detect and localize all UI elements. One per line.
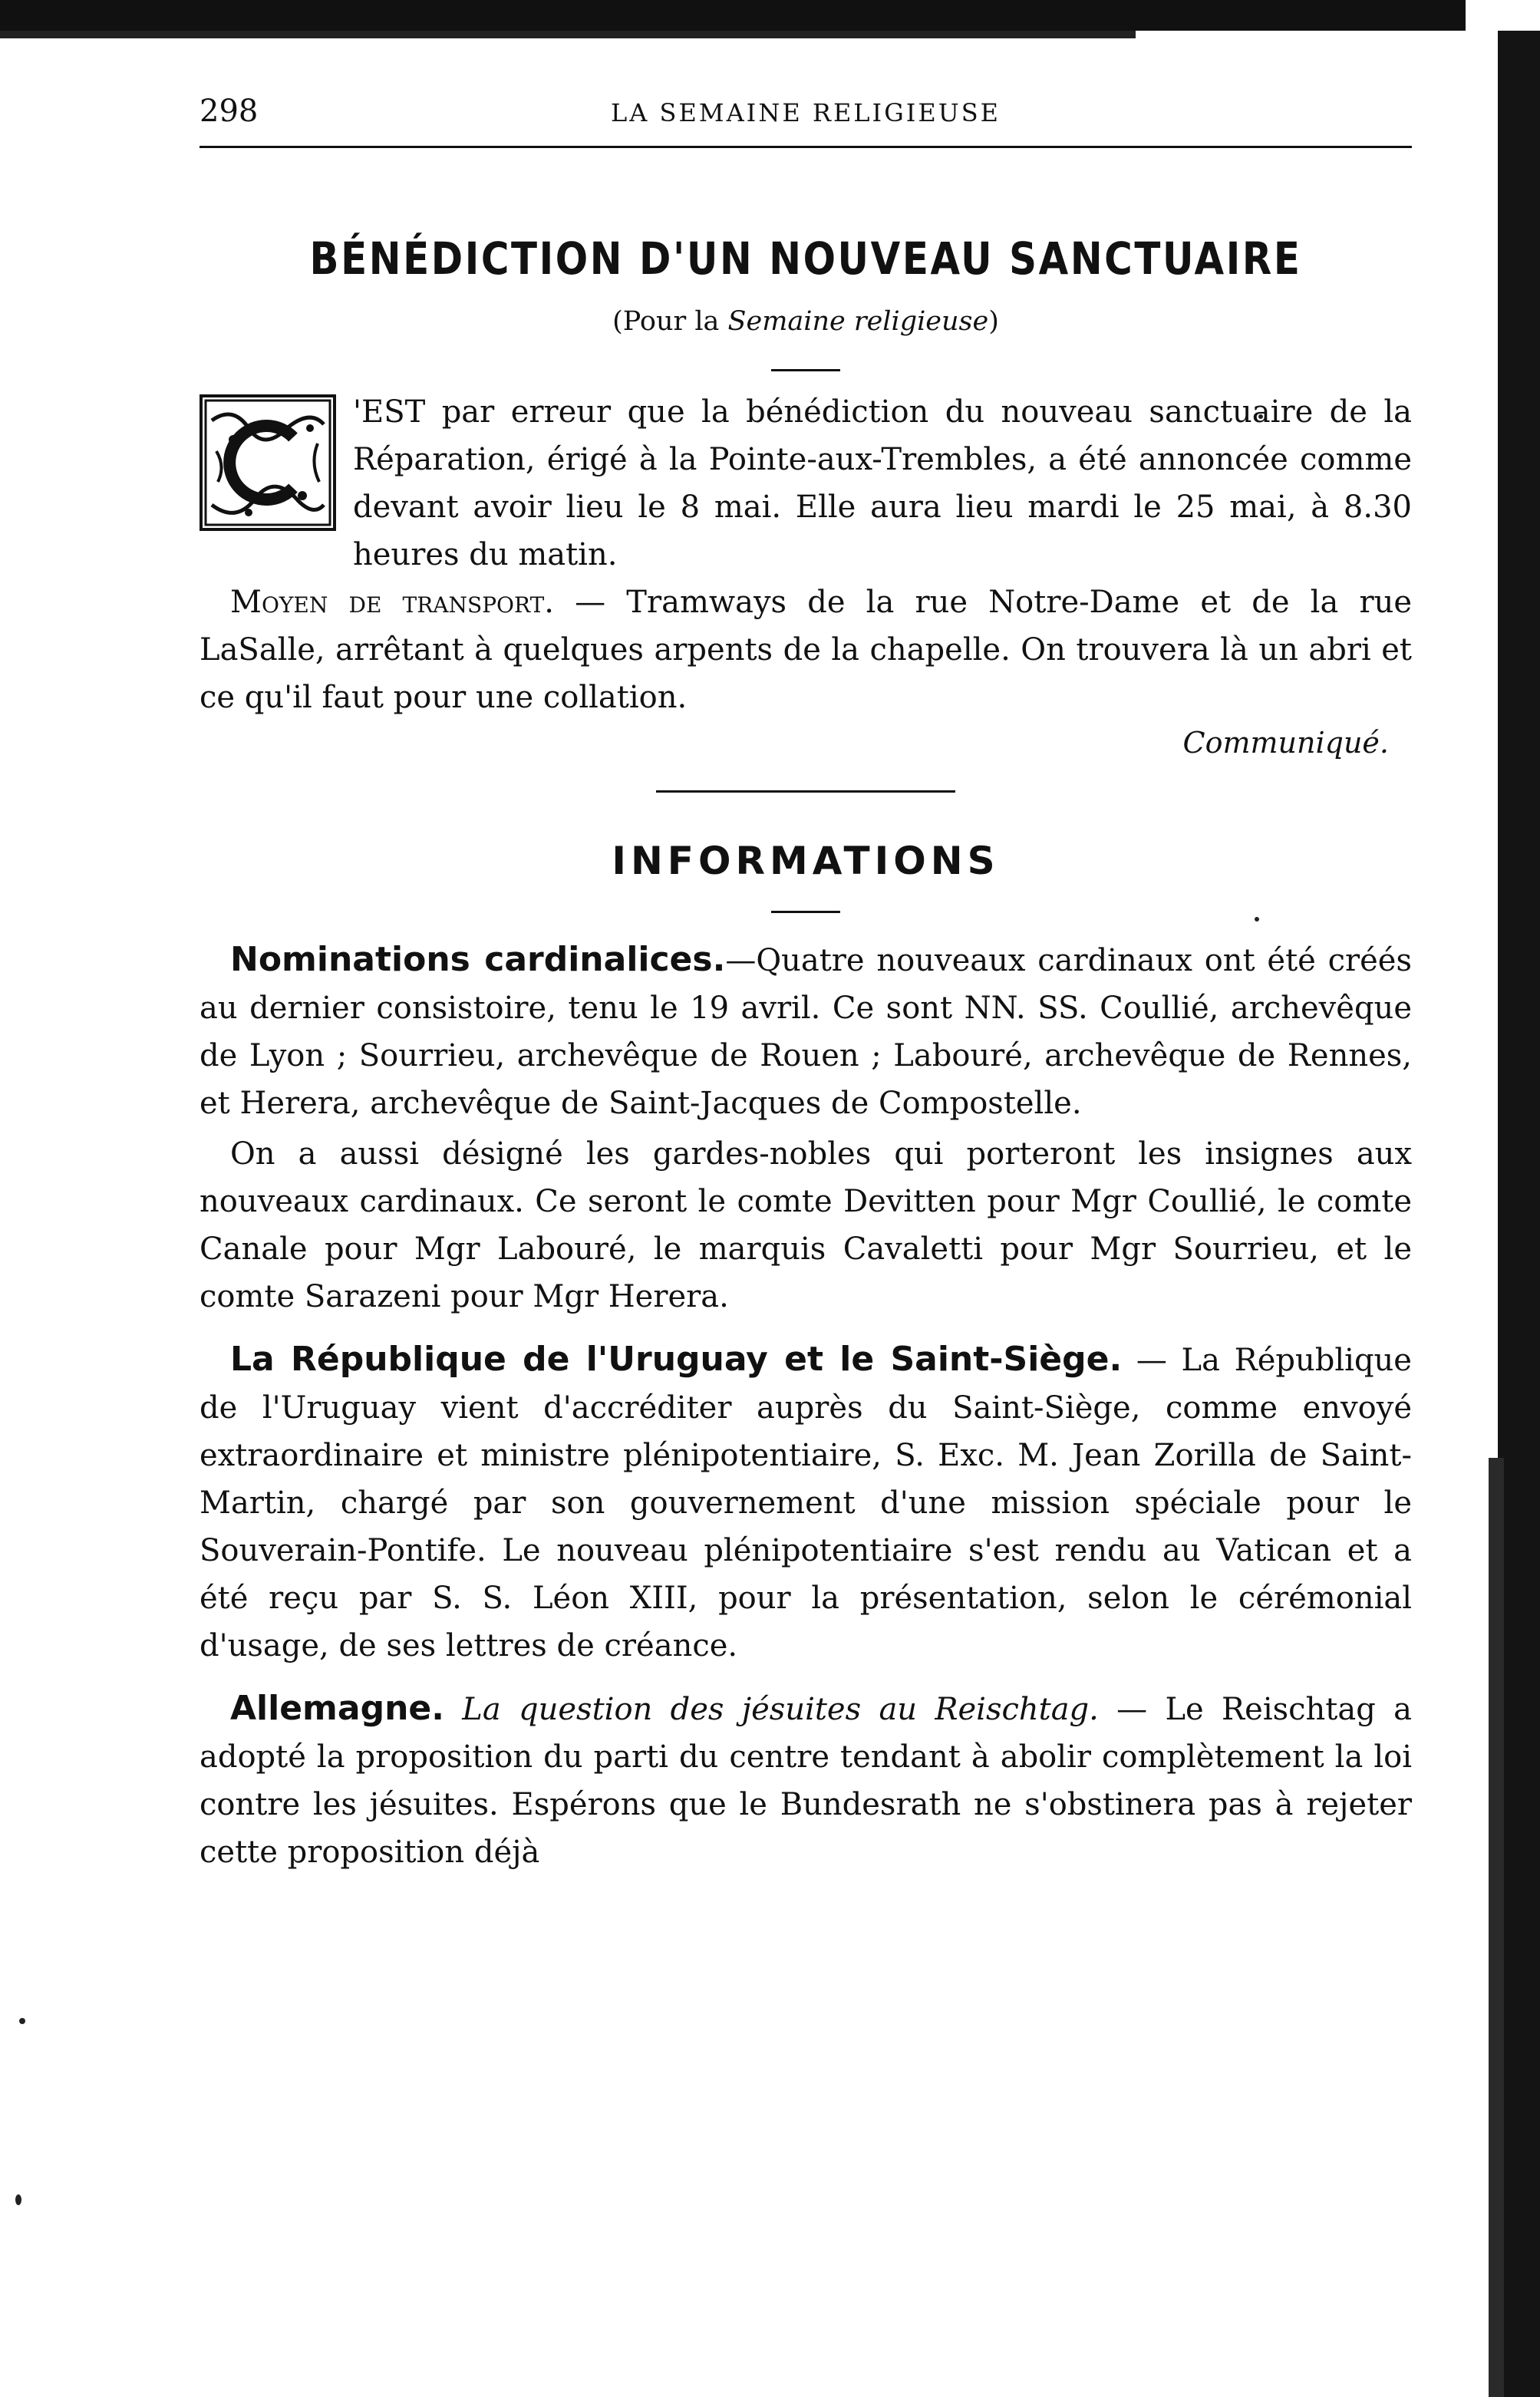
- page-content: [200, 77, 1412, 1876]
- news-item-guards: [200, 1130, 1412, 1320]
- subtitle-publication: Semaine religieuse: [727, 306, 989, 337]
- ornamental-initial-c: [200, 394, 336, 531]
- journal-title: LA SEMAINE RELIGIEUSE: [610, 98, 1001, 127]
- scan-edge-right-shadow: [1489, 1458, 1504, 2397]
- title-rule: [771, 369, 840, 371]
- subtitle-suffix: ): [988, 306, 999, 337]
- article-title: BÉNÉDICTION D'UN NOUVEAU SANCTUAIRE: [309, 232, 1302, 285]
- transport-text: — Tramways de la rue Notre-Dame et de la rue LaSalle, arrêtant à quelques arpents de la chapelle. On trouvera là un abri et ce qu'il faut pour une collation.: [200, 585, 1412, 715]
- article-signature: Communiqué.: [1182, 726, 1389, 760]
- scan-speck: [15, 2194, 21, 2205]
- news-item-text: — La République de l'Uruguay vient d'accréditer auprès du Saint-Siège, comme envoyé extraordinaire et ministre plénipotentiaire, S. Exc. M. Jean Zorilla de Saint-Martin, chargé par son gouvernement d'une mission spéciale pour le Souverain-Pontife. Le nouveau plénipotentiaire s'est rendu au Vatican et a été reçu par S. S. Léon XIII, pour la présentation, selon le cérémonial d'usage, de ses lettres de créance.: [200, 1343, 1412, 1663]
- news-item-subtitle: La question des jésuites au Reischtag.: [444, 1692, 1099, 1727]
- transport-paragraph: [200, 579, 1412, 721]
- news-item-uruguay: [200, 1336, 1412, 1670]
- news-item-title: La République de l'Uruguay et le Saint-Siège.: [230, 1340, 1123, 1379]
- article-subtitle: [200, 306, 1412, 337]
- running-head: [200, 77, 1412, 146]
- informations-rule: [771, 911, 840, 913]
- header-rule: [200, 146, 1412, 148]
- news-item-germany: [200, 1685, 1412, 1876]
- subtitle-prefix: (Pour la: [612, 306, 728, 337]
- news-item-text: On a aussi désigné les gardes-nobles qui porteront les insignes aux nouveaux cardinaux. Ce seront le comte Devitten pour Mgr Coullié, le comte Canale pour Mgr Labouré, le marquis Cavaletti pour Mgr Sourrieu, et le comte Sarazeni pour Mgr Herera.: [200, 1136, 1412, 1314]
- news-item-text: — Le Reischtag a adopté la proposition du parti du centre tendant à abolir complètement la loi contre les jésuites. Espérons que le Bundesrath ne s'obstinera pas à rejeter cette proposition déjà: [200, 1692, 1412, 1870]
- news-item-title: Nominations cardinalices.: [230, 940, 726, 979]
- article-body: 'EST par erreur que la bénédiction du nouveau sanctuaire de la Réparation, érigé à la Pointe-aux-Trembles, a été annoncée comme devant avoir lieu le 8 mai. Elle aura lieu mardi le 25 mai, à 8.30 heures du matin.: [353, 394, 1412, 572]
- section-rule: [656, 790, 955, 793]
- informations-heading: INFORMATIONS: [612, 839, 1000, 883]
- scan-edge-right: [1498, 31, 1540, 2397]
- ornamental-initial-c-icon: [203, 397, 333, 528]
- news-item-cardinals: [200, 936, 1412, 1127]
- transport-label: Moyen de transport.: [230, 585, 554, 620]
- news-item-title: Allemagne.: [230, 1689, 444, 1728]
- page-number: 298: [200, 94, 259, 129]
- article-paragraph: [200, 388, 1412, 579]
- news-item-text: —Quatre nouveaux cardinaux ont été créés au dernier consistoire, tenu le 19 avril. Ce sont NN. SS. Coullié, archevêque de Lyon ; Sourrieu, archevêque de Rouen ; Labouré, archevêque de Rennes, et Herera, archevêque de Saint-Jacques de Compostelle.: [200, 943, 1412, 1121]
- scan-edge-top-shadow: [0, 31, 1136, 38]
- scan-speck: [19, 2018, 25, 2024]
- scan-edge-top: [0, 0, 1466, 31]
